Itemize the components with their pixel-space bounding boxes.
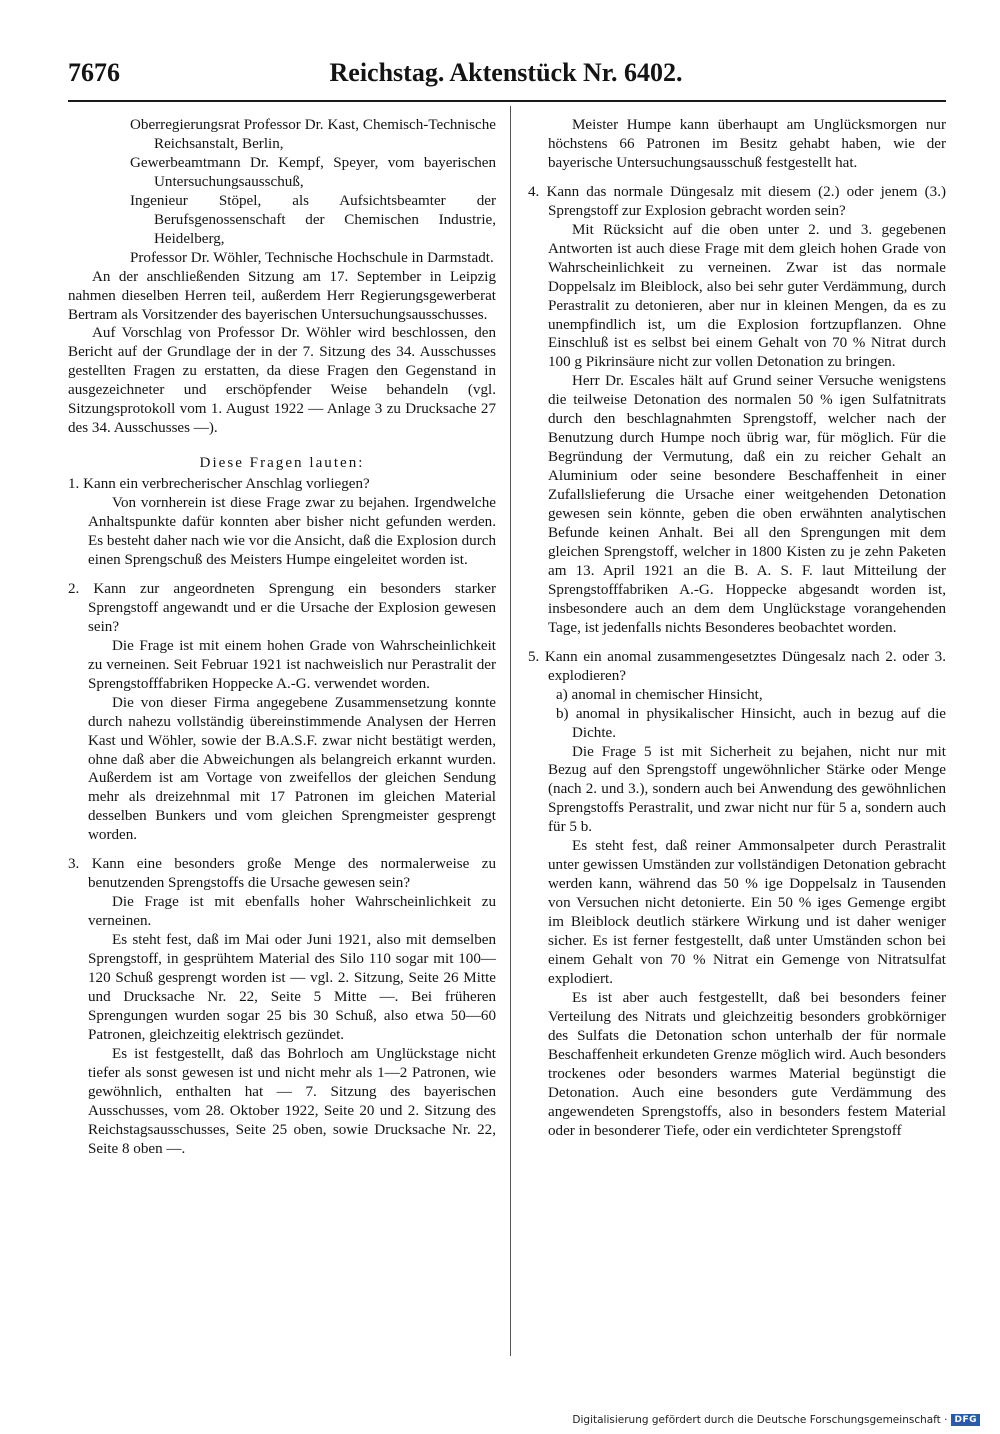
sub-question: a) anomal in chemischer Hinsicht, [556,686,763,703]
paragraph: An der anschließenden Sitzung am 17. September in Leipzig nahmen dieselben Herren teil, außerdem Herr Regierungsgewerberat Bertram als Vorsitzender des bayerischen Untersuchungsausschusses. [68,268,496,323]
committee-member: Ingenieur Stöpel, als Aufsichtsbeamter der Berufsgenossenschaft der Chemischen Industrie, Heidelberg, [130,192,496,247]
header-rule [68,100,946,102]
right-column [528,116,946,1141]
answer: Es steht fest, daß im Mai oder Juni 1921, also mit demselben Sprengstoff, in gesprühtem Material des Silo 110 sogar mit 100—120 Schuß gesprengt worden ist — vgl. 2. Sitzung, Seite 26 Mitte und Drucksache Nr. 22, Seite 5 Mitte —. Bei früheren Sprengungen wurden sogar 25 bis 30 Schuß, also etwa 50—60 Patronen, gleichzeitig elektrisch gezündet. [88,932,496,1043]
answer: Die Frage ist mit einem hohen Grade von Wahrscheinlichkeit zu verneinen. Seit Februar 1921 ist nachweislich nur Perastralit der Sprengstofffabriken Hoppecke A.-G. verwendet worden. [88,637,496,692]
answer: Die Frage 5 ist mit Sicherheit zu bejahen, nicht nur mit Bezug auf den Sprengstoff ungewöhnlicher Stärke oder Menge (nach 2. und 3.), sondern auch bei Anwendung des gewöhnlichen Sprengstoffs Perastralit, und zwar nicht nur für 5 a, sondern auch für 5 b. [548,743,946,836]
section-heading: Diese Fragen lauten: [199,455,365,472]
question: 1. Kann ein verbrecherischer Anschlag vorliegen? [68,476,370,493]
page-number: 7676 [68,58,120,87]
paragraph: Auf Vorschlag von Professor Dr. Wöhler wird beschlossen, den Bericht auf der Grundlage der in der 7. Sitzung des 34. Ausschusses gestellten Fragen zu erstatten, da diese Fragen den Gegenstand in ausgezeichneter und erschöpfender Weise behandeln (vgl. Sitzungsprotokoll vom 1. August 1922 — Anlage 3 zu Drucksache 27 des 34. Ausschusses —). [68,325,496,437]
answer: Es ist festgestellt, daß das Bohrloch am Unglückstage nicht tiefer als sonst gewesen ist und nicht mehr als 1—2 Patronen, wie gewöhnlich, enthalten hat — 7. Sitzung des bayerischen Ausschusses, vom 28. Oktober 1922, Seite 20 und 2. Sitzung des Reichstagsausschusses, Seite 25 oben, sowie Drucksache Nr. 22, Seite 8 oben —. [88,1045,496,1157]
answer: Herr Dr. Escales hält auf Grund seiner Versuche wenigstens die teilweise Detonation des normalen 50 % igen Sulfatnitrats durch den beschlagnahmten Sprengstoff, welcher nach der Benutzung durch Humpe noch übrig war, für möglich. Für die Begründung der Vermutung, daß ein zu reicher Gehalt an Aluminium oder seine besondere Beschaffenheit in einer Zufallslieferung die Ursache einer weitgehenden Detonation gewesen sein könnte, geben die oben erwähnten analytischen Befunde keinen Anhalt. Bei all den Sprengungen mit dem gleichen Sprengstoff, welcher in 1800 Kisten zu je zehn Paketen am 13. April 1921 an die B. A. S. F. laut Mitteilung der Sprengstofffabriken A.-G. Hoppecke abgesandt worden ist, insbesondere auch an dem dem Unglückstage vorangehenden Tage, ist jedenfalls nichts Besonderes beobachtet worden. [548,373,946,636]
answer: Es steht fest, daß reiner Ammonsalpeter durch Perastralit unter gewissen Umständen zur vollständigen Detonation gebracht werden kann, während das 50 % ige Doppelsalz in Tausenden von Versuchen nicht detonierte. Ein 50 % iges Gemenge ergibt im Bleiblock deutlich stärkere Wirkung und ist daher weniger sicher. Es ist ferner festgestellt, daß unter Umständen schon bei einem Gehalt von 70 % Nitrat ein Gemenge von Nitratsulfat explodiert. [548,838,946,987]
question: 5. Kann ein anomal zusammengesetztes Düngesalz nach 2. oder 3. explodieren? [528,648,946,684]
answer: Meister Humpe kann überhaupt am Unglücksmorgen nur höchstens 66 Patronen im Besitz gehabt haben, wie der bayerische Untersuchungsausschuß festgestellt hat. [548,117,946,171]
dfg-logo-icon: DFG [951,1414,980,1426]
committee-member: Professor Dr. Wöhler, Technische Hochschule in Darmstadt. [130,249,494,266]
left-column [68,116,496,1159]
question: 3. Kann eine besonders große Menge des normalerweise zu benutzenden Sprengstoffs die Ursache gewesen sein? [68,856,496,892]
digitization-credit [572,1414,980,1426]
sub-question: b) anomal in physikalischer Hinsicht, auch in bezug auf die Dichte. [556,705,946,741]
question: 2. Kann zur angeordneten Sprengung ein besonders starker Sprengstoff angewandt und er die Ursache der Explosion gewesen sein? [68,580,496,635]
answer: Von vornherein ist diese Frage zwar zu bejahen. Irgendwelche Anhaltspunkte dafür konnten aber bisher nicht gefunden werden. Es besteht daher nach wie vor die Ansicht, daß die Explosion durch einen Sprengschuß des Meisters Humpe eingeleitet worden ist. [88,495,496,568]
answer: Die von dieser Firma angegebene Zusammensetzung konnte durch nahezu vollständig übereinstimmende Analysen der Herren Kast und Wöhler, sowie der B.A.S.F. zwar nicht bestätigt werden, ohne daß aber die Abweichungen als belangreich erkannt wurden. Außerdem ist am Vortage von zweifellos der gleichen Sendung mehr als dreizehnmal mit 17 Patronen im gleichen Material desselben Bunkers und vom gleichen Sprengmeister gesprengt worden. [88,694,496,844]
question: 4. Kann das normale Düngesalz mit diesem (2.) oder jenem (3.) Sprengstoff zur Explosion gebracht worden sein? [528,183,946,219]
committee-member: Oberregierungsrat Professor Dr. Kast, Chemisch-Technische Reichsanstalt, Berlin, [130,117,496,152]
answer: Die Frage ist mit ebenfalls hoher Wahrscheinlichkeit zu verneinen. [88,894,496,930]
committee-member: Gewerbeamtmann Dr. Kempf, Speyer, vom bayerischen Untersuchungsausschuß, [130,154,496,190]
column-separator [510,106,511,1356]
running-title: Reichstag. Aktenstück Nr. 6402. [329,58,683,87]
answer: Mit Rücksicht auf die oben unter 2. und 3. gegebenen Antworten ist auch diese Frage mit dem gleich hohen Grade von Wahrscheinlichkeit zu verneinen. Zwar ist das normale Doppelsalz im Bleiblock, also bei sehr guter Verdämmung, durch Perastralit zu detonieren, aber nur in kleinen Mengen, da es zu unempfindlich ist, um die Explosion fortzupflanzen. Ohne Einschluß ist es selbst bei einem Gehalt von 70 % Nitrat durch 100 g Pikrinsäure nicht zur vollen Detonation zu bringen. [548,221,946,371]
page-header [68,58,944,98]
credit-text: Digitalisierung gefördert durch die Deutsche Forschungsgemeinschaft · [572,1414,948,1426]
answer: Es ist aber auch festgestellt, daß bei besonders feiner Verteilung des Nitrats und gleichzeitig besonders grobkörniger des Sulfats die Detonation schon unterhalb der für normale Beschaffenheit erkundeten Grenze möglich wird. Auch besonders trockenes oder besonders warmes Material begünstigt die Detonation. Auch eine besonders gute Verdämmung des angewendeten Sprengstoffs, also in besonders festem Material oder in besonderer Tiefe, oder ein verdichteter Sprengstoff [548,989,946,1139]
